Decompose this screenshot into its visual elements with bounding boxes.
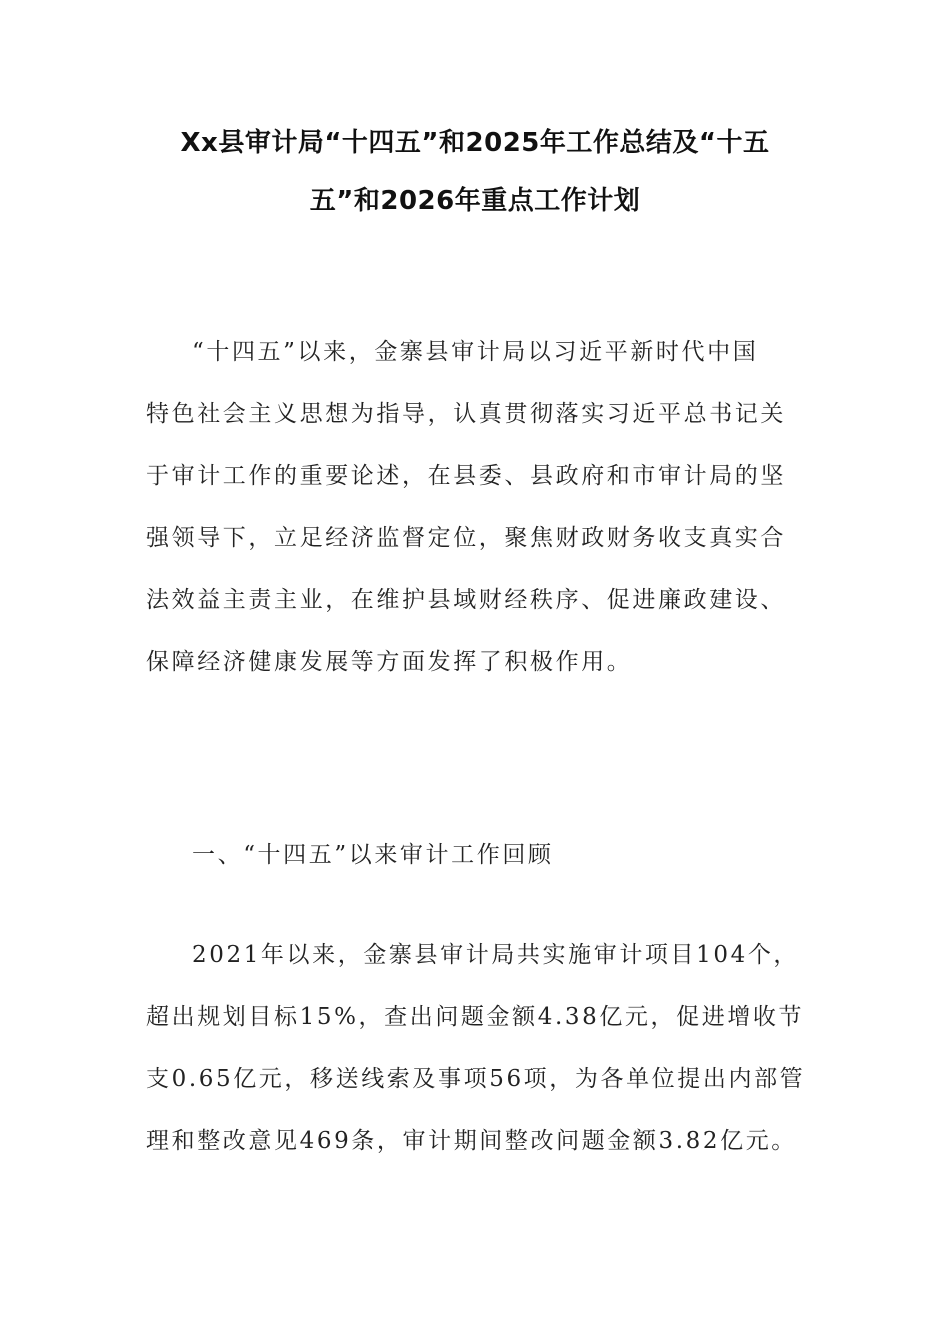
title-line-2: 五”和2026年重点工作计划 [309,186,641,216]
paragraph-line: 理和整改意见469条，审计期间整改问题金额3.82亿元。 [146,1128,797,1154]
document-title [146,114,804,230]
review-paragraph [146,924,804,1172]
section-heading-text: 一、“十四五”以来审计工作回顾 [192,842,554,868]
paragraph-line: 强领导下，立足经济监督定位，聚焦财政财务收支真实合 [146,525,786,551]
section-heading [146,824,804,886]
paragraph-line: 超出规划目标15%，查出问题金额4.38亿元，促进增收节 [146,1004,805,1030]
paragraph-line: 于审计工作的重要论述，在县委、县政府和市审计局的坚 [146,463,786,489]
paragraph-line: 保障经济健康发展等方面发挥了积极作用。 [146,649,633,675]
paragraph-line: 法效益主责主业，在维护县域财经秩序、促进廉政建设、 [146,587,786,613]
paragraph-line: 支0.65亿元，移送线索及事项56项，为各单位提出内部管 [146,1066,806,1092]
intro-paragraph [146,321,804,693]
paragraph-line: 2021年以来，金寨县审计局共实施审计项目104个， [192,942,800,968]
paragraph-line: “十四五”以来，金寨县审计局以习近平新时代中国 [192,339,759,365]
paragraph-line: 特色社会主义思想为指导，认真贯彻落实习近平总书记关 [146,401,786,427]
title-line-1: Xx县审计局“十四五”和2025年工作总结及“十五 [180,128,770,158]
